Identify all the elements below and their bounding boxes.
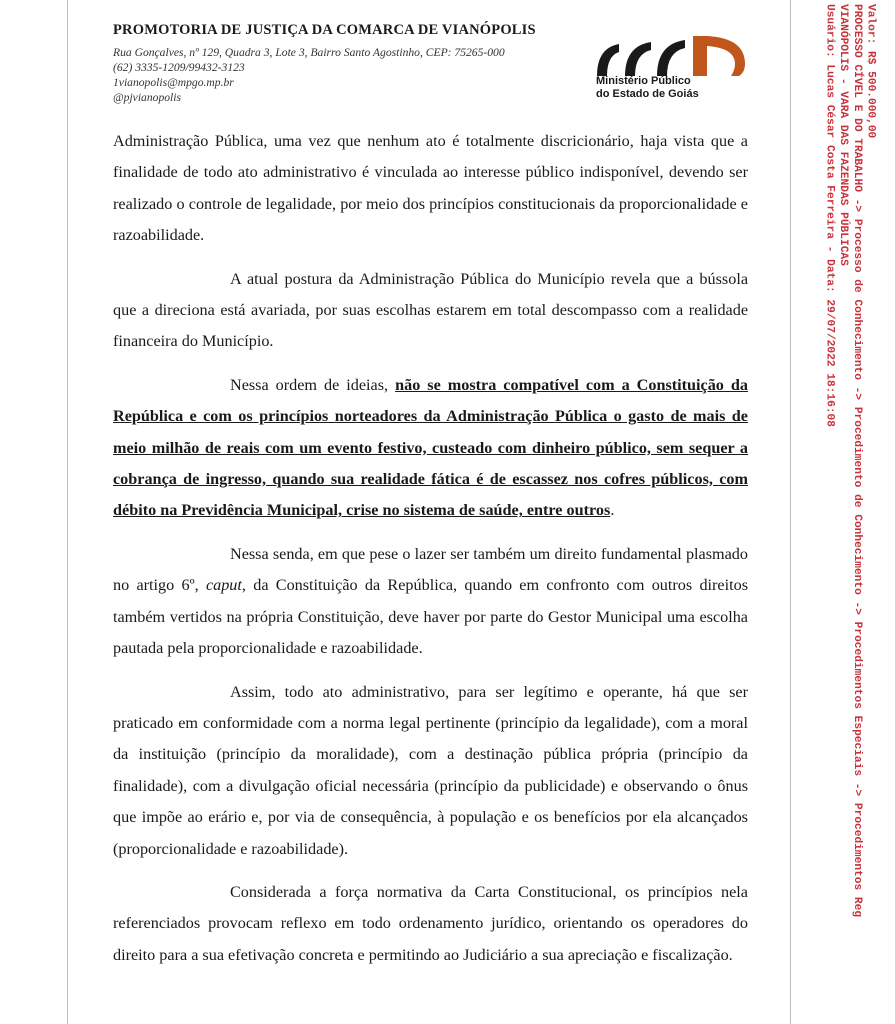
logo-text-line1: Ministério Público: [596, 75, 691, 87]
office-phone: (62) 3335-1209/99432-3123: [113, 61, 245, 74]
paragraph-4-start: Nessa senda, em que pese o lazer ser também um direito fundamental plasmado no artigo 6º,: [113, 544, 748, 595]
office-name: PROMOTORIA DE JUSTIÇA DA COMARCA DE VIANÓPOLIS: [113, 22, 536, 38]
paragraph-4-italic: caput: [205, 576, 242, 595]
stamp-user-date: Usuário: Lucas César Costa Ferreira - Data: 29/07/2022 18:16:08: [823, 4, 836, 427]
stamp-value: Valor: R$ 500.000,00: [864, 4, 877, 139]
paragraph-3-emphasis: não se mostra compatível com a Constituição da República e com os princípios norteadores da Administração Pública o gasto de mais de meio milhão de reais com um evento festivo, custeado com dinheiro público, sem sequer a cobrança de ingresso, quando sua realidade fática é de escassez nos cofres públicos, com débito na Previdência Municipal, crise no sistema de saúde, entre outros: [113, 375, 748, 520]
letterhead: [113, 22, 573, 105]
logo-text: [596, 75, 706, 101]
paragraph-4: [113, 539, 748, 665]
paragraph-2: A atual postura da Administração Pública do Município revela que a bússola que a direciona está avariada, por suas escolhas estarem em total descompasso com a realidade financeira do Município.: [113, 269, 748, 351]
page-right-edge: [790, 0, 791, 1024]
office-address: Rua Gonçalves, nº 129, Quadra 3, Lote 3, Bairro Santo Agostinho, CEP: 75265-000: [113, 46, 505, 59]
document-body: [113, 126, 748, 983]
office-social: @pjvianopolis: [113, 91, 181, 104]
paragraph-4-end: , da Constituição da República, quando em confronto com outros direitos também vertidos na própria Constituição, deve haver por parte do Gestor Municipal uma escolha pautada pela proporcionalidade e razoabilidade.: [113, 576, 748, 658]
paragraph-3: [113, 370, 748, 527]
stamp-court: VIANÓPOLIS - VARA DAS FAZENDAS PÚBLICAS: [837, 4, 850, 266]
logo-text-line2: do Estado de Goiás: [596, 88, 699, 100]
page-left-edge: [67, 0, 68, 1024]
office-email: 1vianopolis@mpgo.mp.br: [113, 76, 234, 89]
electronic-signature-stamp: [822, 4, 876, 917]
paragraph-1: Administração Pública, uma vez que nenhum ato é totalmente discricionário, haja vista que a finalidade de todo ato administrativo é vinculada ao interesse público indisponível, devendo ser realizado o controle de legalidade, por meio dos princípios constitucionais da proporcionalidade e razoabilidade.: [113, 132, 748, 245]
paragraph-3-start: Nessa ordem de ideias,: [230, 375, 396, 394]
paragraph-6: Considerada a força normativa da Carta Constitucional, os princípios nela referenciados provocam reflexo em todo ordenamento jurídico, orientando os operadores do direito para a sua efetivação concreta e permitindo ao Judiciário a sua apreciação e fiscalização.: [113, 882, 748, 964]
paragraph-5: Assim, todo ato administrativo, para ser legítimo e operante, há que ser praticado em conformidade com a norma legal pertinente (princípio da legalidade), com a moral da instituição (princípio da moralidade), com a destinação pública própria (princípio da finalidade), com a divulgação oficial necessária (princípio da publicidade) e observando o ônus que impõe ao erário e, por via de consequência, à população e os benefícios por ela alcançados (proporcionalidade e razoabilidade).: [113, 682, 748, 858]
stamp-process-class: PROCESSO CÍVEL E DO TRABALHO -> Processo de Conhecimento -> Procedimento de Conhecimento -> Procedimentos Especiais -> Procedimentos Reg: [850, 4, 863, 918]
paragraph-3-end: .: [610, 501, 615, 520]
